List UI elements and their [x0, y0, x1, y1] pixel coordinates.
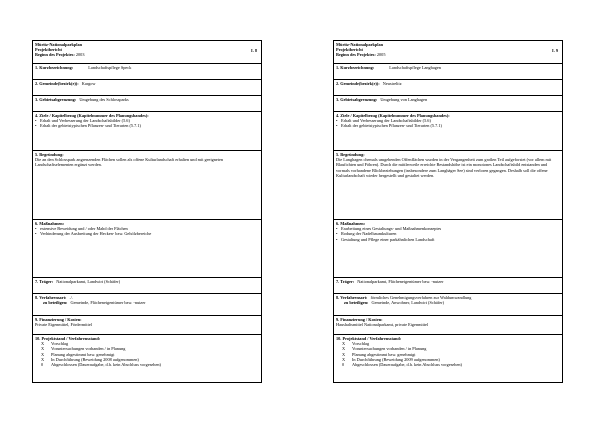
status-text: In Durchführung (Beweidung 2009 aufgenommen) — [352, 356, 440, 362]
section-short-name — [33, 64, 261, 80]
section-reason — [33, 151, 261, 220]
section-value: Landschaftspflege Langhagen — [389, 65, 441, 70]
project-report-page-1 — [32, 40, 262, 383]
header-title: Müritz-Nationalparkplan — [336, 42, 384, 47]
section-procedure — [33, 294, 261, 316]
section-value: Neustrelitz — [382, 81, 402, 86]
section-label: 1. Kurzbezeichnung: — [35, 65, 74, 70]
report-header — [334, 41, 562, 64]
status-mark: X — [41, 351, 45, 357]
section-label: 2. Gemeinde(bezirk(e)): — [336, 81, 380, 86]
status-text: Vorschlag — [51, 341, 69, 347]
section-financing — [334, 316, 562, 335]
status-text: Planung abgestimmt bzw. genehmigt — [352, 351, 416, 357]
status-text: In Durchführung (Beweidung 2008 aufgenommen) — [51, 356, 139, 362]
report-header — [33, 41, 261, 64]
section-value: Nationalparkamt, Landwirt (Schäfer) — [56, 279, 121, 284]
status-mark: 0 — [342, 362, 345, 368]
status-mark: X — [41, 341, 45, 347]
section-value: Kargow — [81, 81, 96, 86]
section-label: 8. Verfahrensart: — [336, 295, 368, 300]
section-short-name — [334, 64, 562, 80]
section-financing — [33, 316, 261, 335]
status-text: Voruntersuchungen vorhanden / in Planung — [352, 346, 427, 352]
status-text: Vorschlag — [352, 341, 370, 347]
begin-label: Beginn des Projektes: — [336, 52, 376, 58]
section-label: 3. Gebietsabgrenzung: — [35, 97, 77, 102]
status-text: Abgeschlossen (Daueraufgabe, d.h. kein Abschluss vorgesehen) — [51, 362, 161, 368]
list-item: • Erhalt und Verbesserung der Landschaftsbilder (5.6) — [336, 118, 560, 123]
header-title: Müritz-Nationalparkplan — [35, 42, 83, 47]
section-value: Landschaftspflege Speck — [88, 65, 132, 70]
list-item: • Erhalt der gebietstypischen Pflanzen- und Tierarten (5.7.1) — [35, 123, 259, 128]
section-area — [33, 96, 261, 112]
section-sub-label: zu beteiligen: — [344, 300, 369, 306]
section-measures — [334, 220, 562, 278]
section-sub-value: Gemeinde, Anwohner, Landwirt (Schäfer) — [371, 300, 445, 306]
section-goals — [33, 112, 261, 151]
section-procedure — [334, 294, 562, 316]
begin-label: Beginn des Projektes: — [35, 52, 75, 58]
section-sponsor — [33, 278, 261, 294]
section-sub-label: zu beteiligen: — [43, 300, 68, 306]
status-text: Voruntersuchungen vorhanden / in Planung — [51, 346, 126, 352]
section-label: 5. Begründung: — [336, 152, 365, 157]
section-sponsor — [334, 278, 562, 294]
section-status — [334, 335, 562, 368]
status-mark: X — [342, 346, 346, 352]
section-label: 6. Maßnahmen: — [35, 221, 65, 226]
section-label: 6. Maßnahmen: — [336, 221, 366, 226]
section-text: Die an den Schlosspark angrenzenden Flächen sollen als offene Kulturlandschaft erhalten und mit geeigneten Landschaftselementen ergänzt werden. — [35, 157, 224, 168]
section-label: 10. Projektstand / Verfahrensstand: — [336, 336, 402, 341]
status-mark: X — [41, 346, 45, 352]
section-goals — [334, 112, 562, 151]
page-number: I. 9 — [552, 48, 558, 53]
section-label: 7. Träger: — [336, 279, 355, 284]
section-area — [334, 96, 562, 112]
list-item: • Erhalt und Verbesserung der Landschaftsbilder (5.6) — [35, 118, 259, 123]
section-label: 2. Gemeinde(bezirk(e)): — [35, 81, 79, 86]
page-number: I. 8 — [251, 48, 257, 53]
section-label: 8. Verfahrensart: — [35, 295, 67, 300]
status-text: Planung abgestimmt bzw. genehmigt — [51, 351, 115, 357]
section-reason — [334, 151, 562, 220]
section-label: 3. Gebietsabgrenzung: — [336, 97, 378, 102]
list-item: • Verhinderung der Ausbreitung der Hecken- bzw. Gehölzbereiche — [35, 231, 259, 236]
section-label: 9. Finanzierung / Kosten: — [336, 317, 383, 322]
section-value: ./. — [69, 295, 73, 300]
list-item: • Rodung der Nadelbaumkulturen — [336, 231, 560, 236]
section-value: Haushaltsmittel Nationalparkamt, private Eigenmittel — [336, 322, 429, 328]
section-municipality — [334, 80, 562, 96]
section-value: Private Eigenmittel, Fördermittel — [35, 322, 92, 328]
section-value: Umgebung des Schlossparks — [79, 97, 129, 102]
status-mark: X — [342, 341, 346, 347]
project-begin — [35, 52, 259, 57]
project-report-page-2 — [333, 40, 563, 383]
section-label: 4. Ziele / Kapitelbezug (Kapitelnummer des Planungsbandes): — [336, 113, 450, 118]
status-mark: X — [342, 356, 346, 362]
section-status — [33, 335, 261, 368]
section-value: förmliches Genehmigungsverfahren zur Waldumwandlung — [370, 295, 472, 300]
header-subtitle: Projektbericht — [35, 47, 62, 53]
begin-value: 2005 — [376, 52, 386, 58]
status-text: Abgeschlossen (Daueraufgabe, d.h. kein Abschluss vorgesehen) — [352, 362, 462, 368]
section-measures — [33, 220, 261, 278]
project-begin — [336, 52, 560, 57]
section-label: 4. Ziele / Kapitelbezug (Kapitelnummer des Planungsbandes): — [35, 113, 149, 118]
section-sub-value: Gemeinde, Flächeneigentümer bzw. -nutzer — [70, 300, 146, 306]
status-mark: 0 — [41, 362, 44, 368]
section-value: Umgebung von Langhagen — [380, 97, 428, 102]
section-text: Die Langhagen chemals umgebenden Offenflächen wurden in der Vergangenheit zum großen Teil aufgeforstet (vor allem mit Blaufichten und Föhren). Durch die mittlerweile erreichte Bestandshöhe ist ein monotones Landschaftsbild entstanden und vormals vorhandene Blickbeziehungen (insbesondere zum Langhäger See) sind verloren gegangen. Deshalb soll die offene Kulturlandschaft wieder hergestellt und gestaltet werden. — [336, 157, 552, 178]
list-item: • Erarbeitung eines Gestaltungs- und Maßnahmenkonzeptes — [336, 226, 560, 231]
status-mark: X — [41, 356, 45, 362]
section-label: 10. Projektstand / Verfahrensstand: — [35, 336, 101, 341]
section-municipality — [33, 80, 261, 96]
section-value: Nationalparkamt, Flächeneigentümer bzw. -nutzer — [357, 279, 444, 284]
list-item: • Erhalt der gebietstypischen Pflanzen- und Tierarten (5.7.1) — [336, 123, 560, 128]
header-subtitle: Projektbericht — [336, 47, 363, 53]
list-item: • Gestaltung und Pflege einer parkähnlichen Landschaft — [336, 237, 560, 242]
section-label: 1. Kurzbezeichnung: — [336, 65, 375, 70]
section-label: 5. Begründung: — [35, 152, 64, 157]
list-item: • extensive Beweidung und / oder Mahd der Flächen — [35, 226, 259, 231]
status-mark: X — [342, 351, 346, 357]
section-label: 9. Finanzierung / Kosten: — [35, 317, 82, 322]
section-label: 7. Träger: — [35, 279, 54, 284]
begin-value: 2003 — [75, 52, 85, 58]
